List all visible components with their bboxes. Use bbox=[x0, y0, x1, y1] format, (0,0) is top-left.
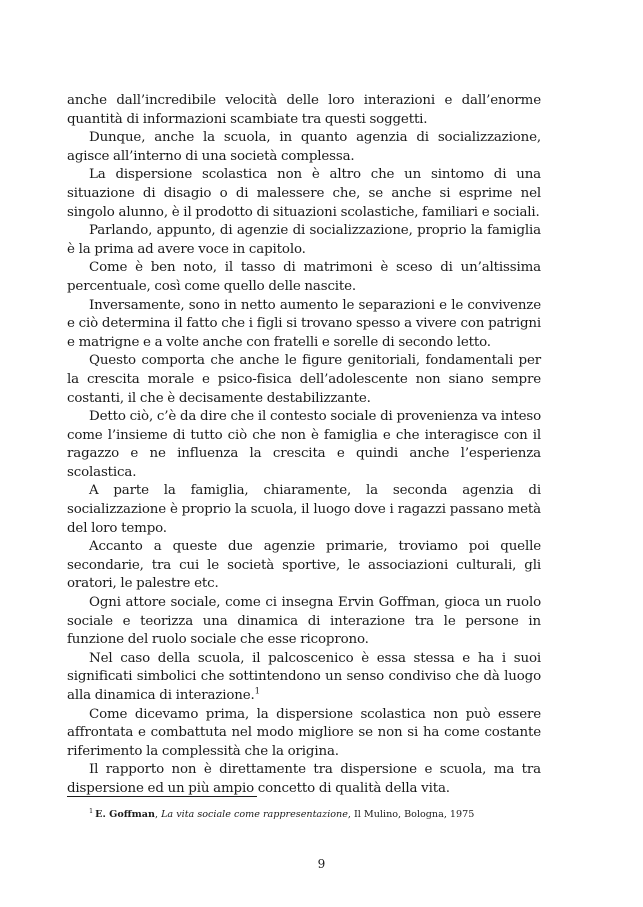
paragraph: Detto ciò, c’è da dire che il contesto sociale di provenienza va inteso come l’insieme di tutto ciò che non è famiglia e che interagisce con il ragazzo e ne influenza la crescita e quindi anche l’esperienza scolastica. bbox=[67, 409, 541, 480]
paragraph: Come dicevamo prima, la dispersione scolastica non può essere affrontata e combattuta nel modo migliore se non si ha come costante riferimento la complessità che la origina. bbox=[67, 706, 541, 759]
paragraph: Ogni attore sociale, come ci insegna Ervin Goffman, gioca un ruolo sociale e teorizza una dinamica di interazione tra le persone in funzione del ruolo sociale che esse ricoprono. bbox=[67, 595, 541, 648]
footnote-marker: 1 bbox=[89, 806, 94, 815]
footnote-separator bbox=[67, 796, 257, 797]
paragraph: Come è ben noto, il tasso di matrimoni è sceso di un’altissima percentuale, così come quello delle nascite. bbox=[67, 260, 541, 294]
footnote-title: La vita sociale come rappresentazione bbox=[161, 809, 348, 820]
page-number: 9 bbox=[317, 857, 326, 871]
paragraph: Parlando, appunto, di agenzie di socializzazione, proprio la famiglia è la prima ad avere voce in capitolo. bbox=[67, 223, 541, 257]
footnote-separator-text: , bbox=[154, 809, 162, 820]
footnote-publisher: , Il Mulino, Bologna, 1975 bbox=[347, 809, 475, 820]
footnote bbox=[89, 808, 539, 821]
footnote-reference[interactable]: 1 bbox=[254, 686, 260, 697]
paragraph: Accanto a queste due agenzie primarie, troviamo poi quelle secondarie, tra cui le società sportive, le associazioni culturali, gli oratori, le palestre etc. bbox=[67, 539, 541, 592]
footnote-author: E. Goffman bbox=[95, 809, 155, 820]
paragraph: A parte la famiglia, chiaramente, la seconda agenzia di socializzazione è proprio la scuola, il luogo dove i ragazzi passano metà del loro tempo. bbox=[67, 483, 541, 536]
paragraph-with-footnote bbox=[67, 650, 541, 706]
body-text bbox=[67, 92, 541, 799]
paragraph: anche dall’incredibile velocità delle loro interazioni e dall’enorme quantità di informazioni scambiate tra questi soggetti. bbox=[67, 93, 541, 127]
paragraph: La dispersione scolastica non è altro che un sintomo di una situazione di disagio o di malessere che, se anche si esprime nel singolo alunno, è il prodotto di situazioni scolastiche, familiari e sociali. bbox=[67, 167, 541, 220]
paragraph: Dunque, anche la scuola, in quanto agenzia di socializzazione, agisce all’interno di una società complessa. bbox=[67, 130, 541, 164]
paragraph: Inversamente, sono in netto aumento le separazioni e le convivenze e ciò determina il fatto che i figli si trovano spesso a vivere con patrigni e matrigne e a volte anche con fratelli e sorelle di secondo letto. bbox=[67, 297, 541, 350]
paragraph-text: Nel caso della scuola, il palcoscenico è essa stessa e ha i suoi significati simbolici che sottintendono un senso condiviso che dà luogo alla dinamica di interazione. bbox=[67, 650, 541, 703]
paragraph: Questo comporta che anche le figure genitoriali, fondamentali per la crescita morale e psico-fisica dell’adolescente non siano sempre costanti, il che è decisamente destabilizzante. bbox=[67, 353, 541, 406]
paragraph: Il rapporto non è direttamente tra dispersione e scuola, ma tra dispersione ed un più ampio concetto di qualità della vita. bbox=[67, 762, 541, 796]
